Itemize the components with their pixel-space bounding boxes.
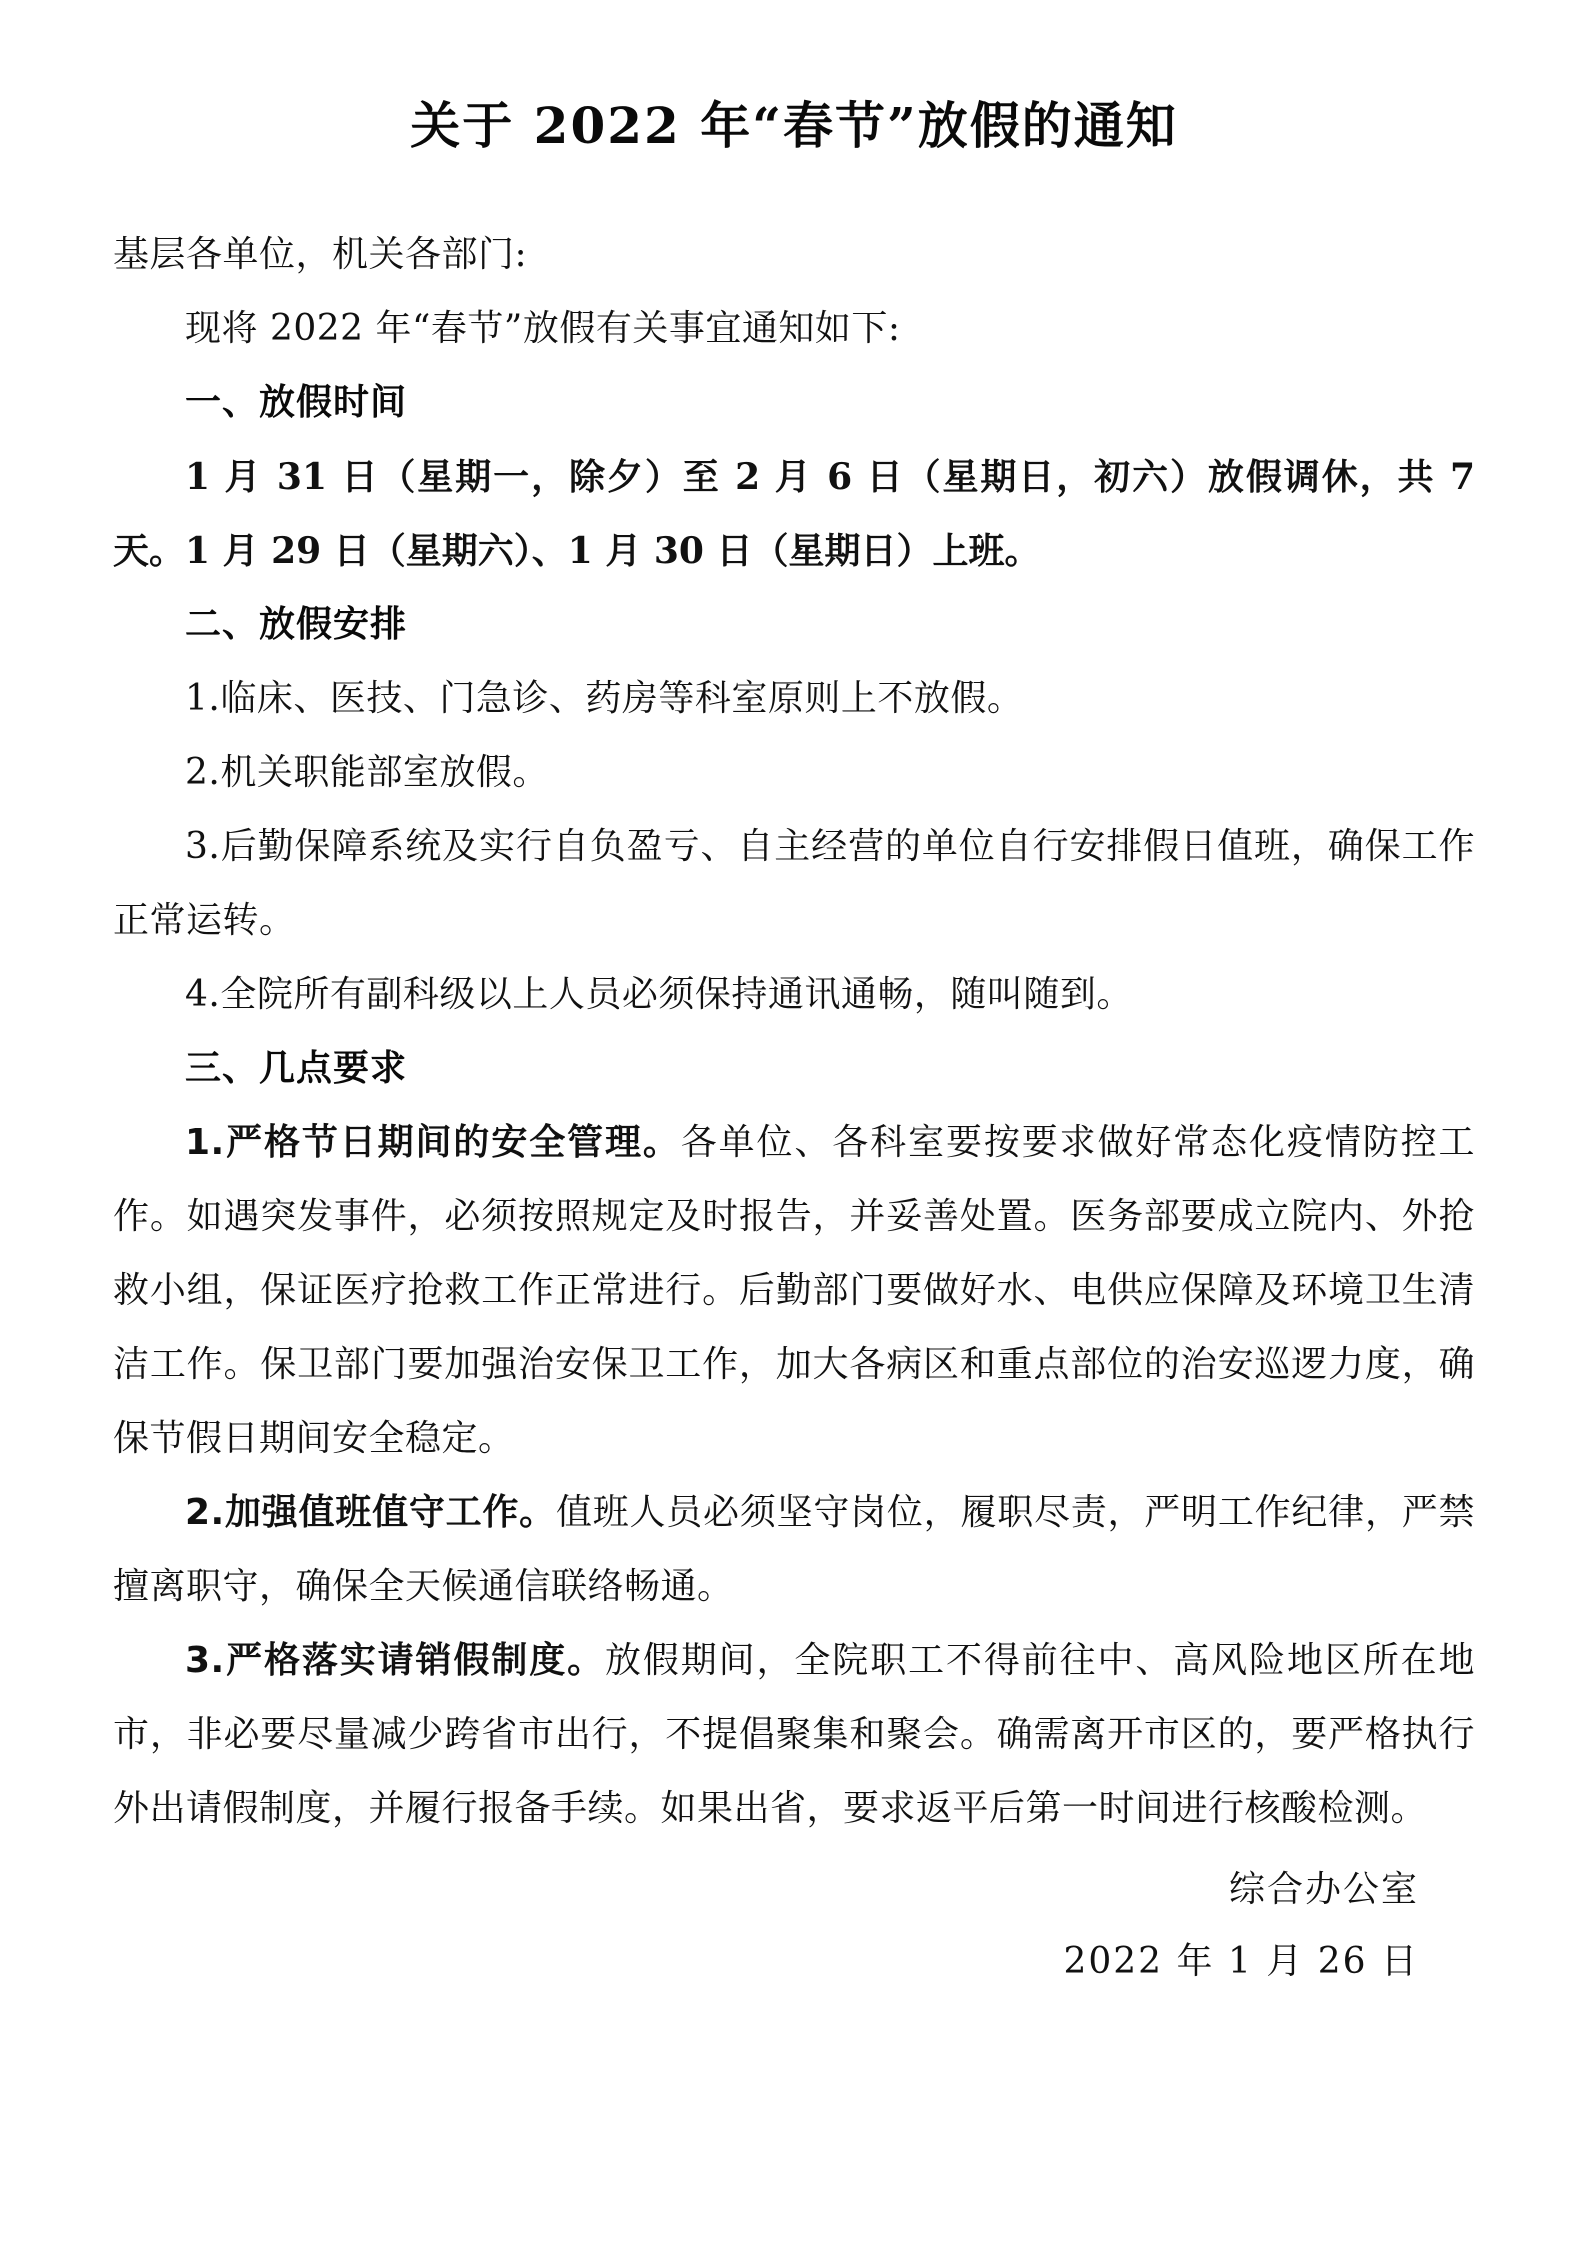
page-title: 关于 2022 年“春节”放假的通知 [410, 96, 1178, 155]
section-2-item-3: 3.后勤保障系统及实行自负盈亏、自主经营的单位自行安排假日值班，确保工作正常运转。 [113, 826, 1475, 941]
section-heading-2: 二、放假安排 [185, 604, 408, 645]
requirement-1-lead: 1.严格节日期间的安全管理。 [185, 1122, 681, 1163]
signature-office: 综合办公室 [1228, 1869, 1419, 1910]
section-heading-3: 三、几点要求 [185, 1048, 408, 1089]
requirement-3-lead: 3.严格落实请销假制度。 [185, 1640, 605, 1681]
signature-block [113, 1854, 1475, 1998]
requirement-2-lead: 2.加强值班值守工作。 [185, 1492, 556, 1533]
signature-date: 2022 年 1 月 26 日 [1063, 1941, 1419, 1982]
section-3-requirement-2 [113, 1476, 1475, 1624]
section-heading-1: 一、放假时间 [185, 382, 408, 423]
section-2-item-1: 1.临床、医技、门急诊、药房等科室原则上不放假。 [185, 678, 1024, 719]
opening-paragraph: 现将 2022 年“春节”放假有关事宜通知如下: [185, 308, 901, 349]
salutation: 基层各单位，机关各部门: [113, 234, 528, 275]
section-2-item-4: 4.全院所有副科级以上人员必须保持通讯通畅，随叫随到。 [185, 974, 1133, 1015]
section-3-requirement-3 [113, 1624, 1475, 1846]
requirement-2-body: 值班人员必须坚守岗位，履职尽责，严明工作纪律，严禁擅离职守，确保全天候通信联络畅通。 [113, 1492, 1475, 1607]
section-3-requirement-1 [113, 1106, 1475, 1476]
section-2-item-2: 2.机关职能部室放假。 [185, 752, 549, 793]
requirement-1-body: 各单位、各科室要按要求做好常态化疫情防控工作。如遇突发事件，必须按照规定及时报告，并妥善处置。医务部要成立院内、外抢救小组，保证医疗抢救工作正常进行。后勤部门要做好水、电供应保障及环境卫生清洁工作。保卫部门要加强治安保卫工作，加大各病区和重点部位的治安巡逻力度，确保节假日期间安全稳定。 [113, 1122, 1475, 1459]
document-body [113, 0, 1475, 1998]
requirement-3-body: 放假期间，全院职工不得前往中、高风险地区所在地市，非必要尽量减少跨省市出行，不提倡聚集和聚会。确需离开市区的，要严格执行外出请假制度，并履行报备手续。如果出省，要求返平后第一时间进行核酸检测。 [113, 1640, 1475, 1829]
section-1-body: 1 月 31 日（星期一，除夕）至 2 月 6 日（星期日，初六）放假调休，共 7 天。1 月 29 日（星期六）、1 月 30 日（星期日）上班。 [113, 456, 1475, 572]
